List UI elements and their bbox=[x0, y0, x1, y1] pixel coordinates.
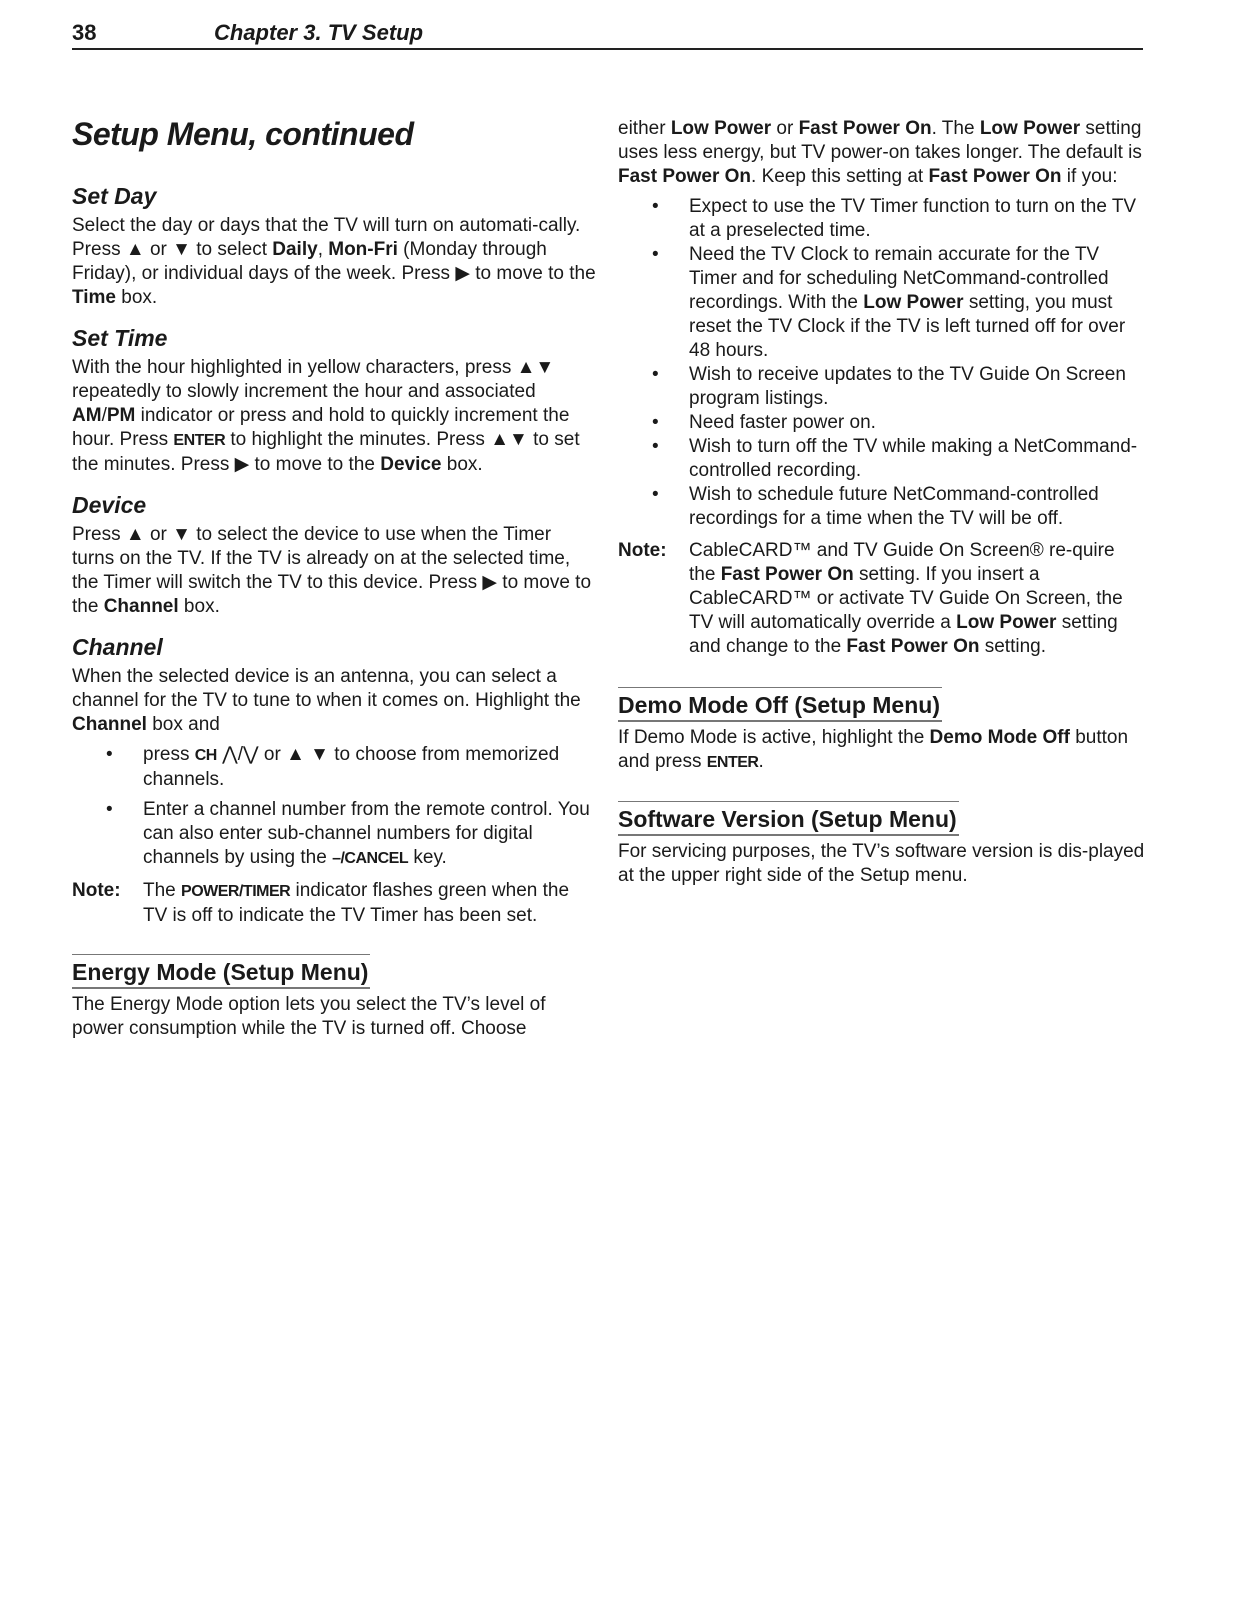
list-item: • Wish to receive updates to the TV Guide On Screen program listings. bbox=[652, 364, 1126, 409]
set-day-paragraph: Select the day or days that the TV will turn on automati-cally. Press ▲ or ▼ to select Daily, Mon-Fri (Monday through Friday), or individual days of the week. Press ▶ to move to the Time box. bbox=[72, 215, 596, 308]
demo-mode-paragraph: If Demo Mode is active, highlight the Demo Mode Off button and press ENTER. bbox=[618, 727, 1129, 772]
up-arrow-icon: ▲ bbox=[516, 357, 536, 378]
up-arrow-icon: ▲ bbox=[490, 429, 510, 450]
page-title: Setup Menu, continued bbox=[72, 116, 414, 152]
up-arrow-icon: ▲ bbox=[125, 239, 145, 260]
chevron-up-icon: ⋀ bbox=[222, 744, 238, 765]
list-item: • Enter a channel number from the remote control. You can also enter sub-channel numbers for digital channels by using the –/CANCEL key. bbox=[106, 799, 590, 868]
list-item: • press CH ⋀/⋁ or ▲ ▼ to choose from memorized channels. bbox=[106, 744, 560, 790]
list-item: • Need the TV Clock to remain accurate for the TV Timer and for scheduling NetCommand-controlled recordings. With the Low Power setting, you must reset the TV Clock if the TV is left turned off for over 48 hours. bbox=[652, 244, 1126, 361]
bullet-icon: • bbox=[652, 412, 659, 433]
chevron-down-icon: ⋁ bbox=[243, 744, 259, 765]
cablecard-note: Note: CableCARD™ and TV Guide On Screen® re-quire the Fast Power On setting. If you insert a CableCARD™ or activate TV Guide On Screen, the TV will automatically override a Low Power setting and change to the Fast Power On setting. bbox=[618, 540, 1123, 657]
channel-paragraph: When the selected device is an antenna, you can select a channel for the TV to tune to when it comes on. Highlight the Channel box and bbox=[72, 666, 581, 735]
set-time-heading: Set Time bbox=[72, 325, 168, 351]
bullet-icon: • bbox=[652, 364, 659, 385]
left-column bbox=[72, 110, 597, 1047]
up-arrow-icon: ▲ bbox=[286, 744, 305, 765]
chapter-title: Chapter 3. TV Setup bbox=[214, 20, 424, 45]
page-number: 38 bbox=[72, 20, 97, 45]
fast-power-bullet-list bbox=[618, 195, 1146, 531]
set-time-paragraph: With the hour highlighted in yellow characters, press ▲▼ repeatedly to slowly increment the hour and associated AM/PM indicator or press and hold to quickly increment the hour. Press ENTER to highlight the minutes. Press ▲▼ to set the minutes. Press ▶ to move to the Device box. bbox=[72, 357, 580, 475]
list-item: • Wish to schedule future NetCommand-controlled recordings for a time when the TV will be off. bbox=[652, 484, 1099, 529]
bullet-icon: • bbox=[652, 196, 659, 217]
ch-key-label: CH bbox=[194, 747, 217, 764]
channel-heading: Channel bbox=[72, 634, 163, 660]
right-arrow-icon: ▶ bbox=[482, 572, 498, 593]
energy-mode-paragraph: The Energy Mode option lets you select the TV’s level of power consumption while the TV is turned off. Choose bbox=[72, 994, 546, 1039]
bullet-icon: • bbox=[106, 799, 113, 820]
note-label: Note: bbox=[72, 880, 121, 901]
list-item: • Wish to turn off the TV while making a NetCommand-controlled recording. bbox=[652, 436, 1138, 481]
channel-note: Note: The POWER/TIMER indicator flashes green when the TV is off to indicate the TV Timer has been set. bbox=[72, 880, 570, 926]
down-arrow-icon: ▼ bbox=[172, 524, 191, 545]
bullet-icon: • bbox=[652, 436, 659, 457]
page-header bbox=[72, 18, 1143, 50]
down-arrow-icon: ▼ bbox=[172, 239, 191, 260]
power-timer-key-label: POWER/TIMER bbox=[181, 883, 291, 900]
down-arrow-icon: ▼ bbox=[535, 357, 555, 378]
software-version-paragraph: For servicing purposes, the TV’s software version is dis-played at the upper right side of the Setup menu. bbox=[618, 841, 1145, 886]
bullet-icon: • bbox=[652, 484, 659, 505]
channel-bullet-list bbox=[72, 743, 597, 871]
software-version-heading: Software Version (Setup Menu) bbox=[618, 801, 959, 836]
right-arrow-icon: ▶ bbox=[455, 263, 470, 284]
bullet-icon: • bbox=[652, 244, 659, 265]
right-column bbox=[618, 117, 1146, 894]
down-arrow-icon: ▼ bbox=[509, 429, 528, 450]
demo-mode-heading: Demo Mode Off (Setup Menu) bbox=[618, 687, 942, 722]
note-label: Note: bbox=[618, 540, 667, 561]
up-arrow-icon: ▲ bbox=[125, 524, 145, 545]
energy-intro-paragraph: either Low Power or Fast Power On. The Low Power setting uses less energy, but TV power-on takes longer. The default is Fast Power On. Keep this setting at Fast Power On if you: bbox=[618, 118, 1142, 187]
list-item: • Need faster power on. bbox=[652, 412, 876, 433]
right-arrow-icon: ▶ bbox=[234, 454, 250, 475]
bullet-icon: • bbox=[106, 744, 113, 765]
down-arrow-icon: ▼ bbox=[310, 744, 329, 765]
enter-key-label: ENTER bbox=[173, 432, 226, 449]
energy-mode-heading: Energy Mode (Setup Menu) bbox=[72, 954, 370, 989]
enter-key-label: ENTER bbox=[706, 754, 759, 771]
cancel-key-label: –/CANCEL bbox=[332, 850, 409, 867]
device-heading: Device bbox=[72, 492, 147, 518]
list-item: • Expect to use the TV Timer function to turn on the TV at a preselected time. bbox=[652, 196, 1137, 241]
set-day-heading: Set Day bbox=[72, 183, 157, 209]
device-paragraph: Press ▲ or ▼ to select the device to use when the Timer turns on the TV. If the TV is already on at the selected time, the Timer will switch the TV to this device. Press ▶ to move to the Channel box. bbox=[72, 524, 592, 617]
